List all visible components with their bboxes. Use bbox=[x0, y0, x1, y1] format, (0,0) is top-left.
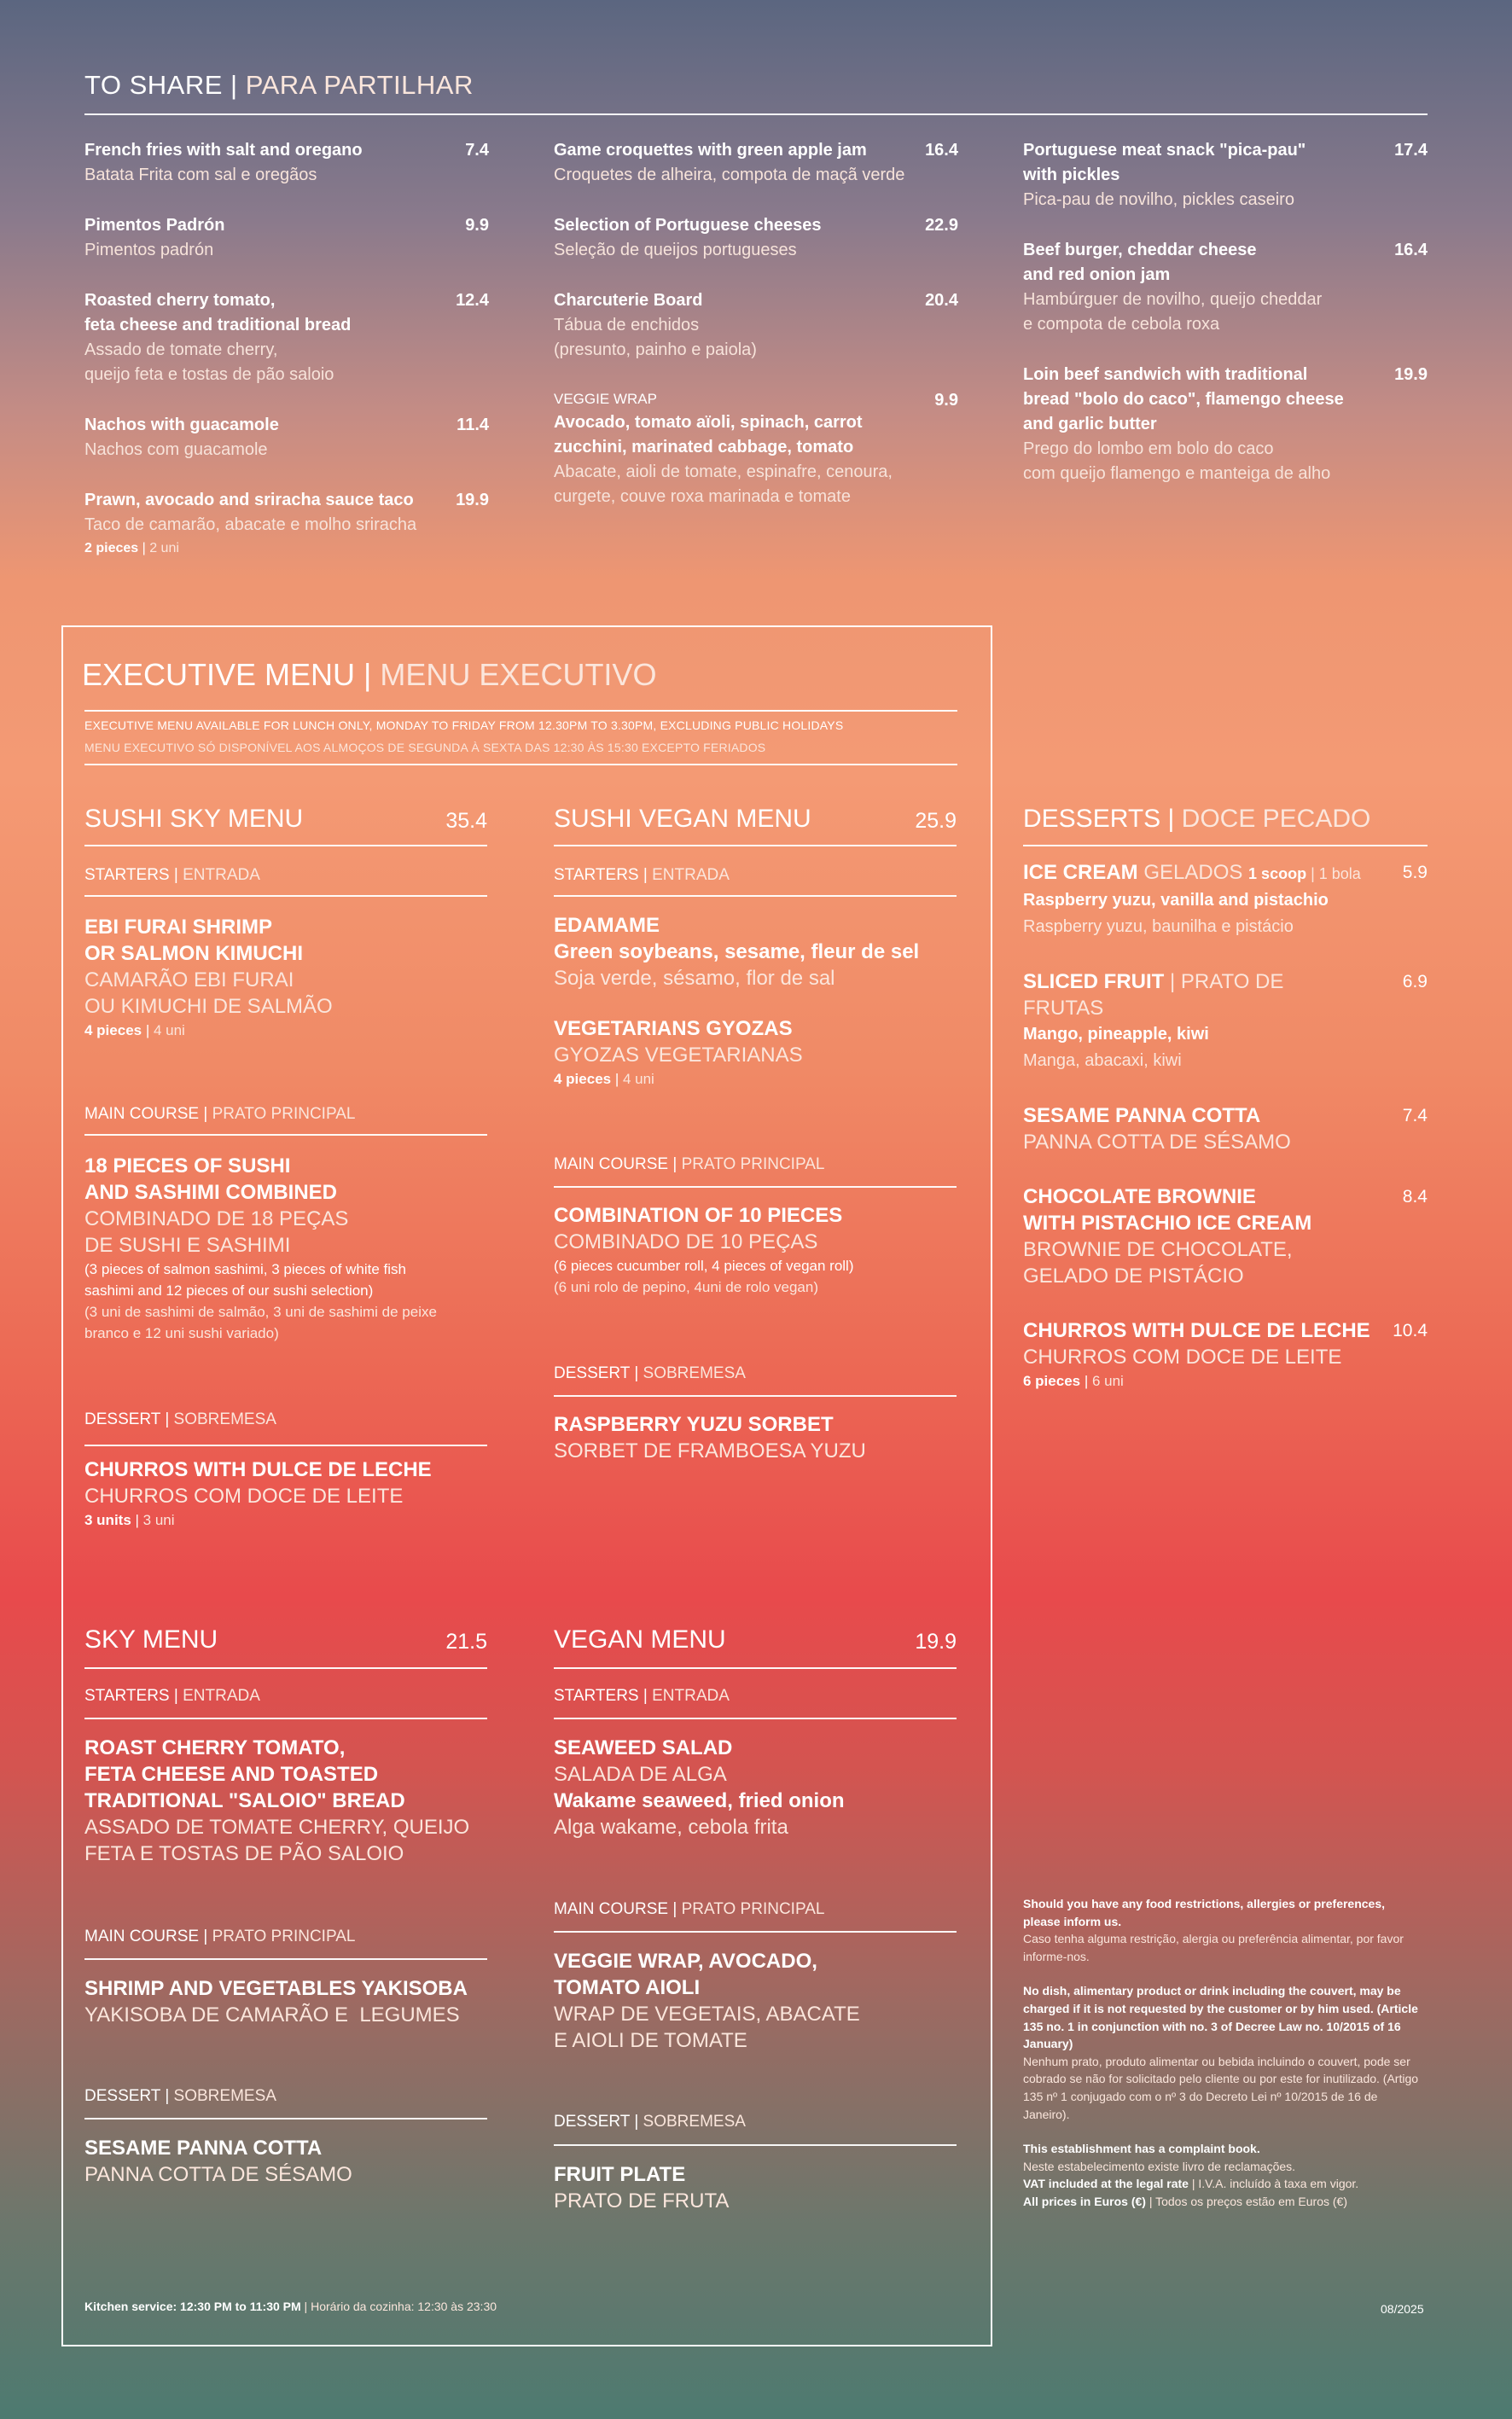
menu-price: 25.9 bbox=[915, 809, 957, 833]
item-price: 6.9 bbox=[1402, 972, 1428, 991]
starter-dish: ROAST CHERRY TOMATO, FETA CHEESE AND TOASTED TRADITIONAL "SALOIO" BREAD ASSADO DE TOMATE CHERRY, QUEIJO FETA E TOSTAS DE PÃO SALOIO bbox=[84, 1736, 470, 1865]
menu-divider bbox=[84, 845, 487, 846]
course-divider bbox=[84, 1958, 487, 1960]
course-divider bbox=[84, 1134, 487, 1136]
item-name: Avocado, tomato aïoli, spinach, carrot zucchini, marinated cabbage, tomato bbox=[554, 413, 863, 456]
sushi-vegan-menu bbox=[554, 802, 957, 1462]
item-name-pt: Nachos com guacamole bbox=[84, 440, 268, 459]
main-dish: SHRIMP AND VEGETABLES YAKISOBA YAKISOBA DE CAMARÃO E LEGUMES bbox=[84, 1977, 468, 2026]
menu-divider bbox=[84, 1667, 487, 1669]
dessert-item: CHURROS WITH DULCE DE LECHE 10.4 CHURROS COM DOCE DE LEITE 6 pieces | 6 uni bbox=[1023, 1317, 1428, 1392]
sky-menu bbox=[84, 1623, 487, 2186]
course-label-dessert: DESSERT | SOBREMESA bbox=[554, 2113, 746, 2131]
item-name-pt: Pica-pau de novilho, pickles caseiro bbox=[1023, 190, 1294, 209]
course-divider bbox=[84, 1445, 487, 1446]
course-label-main: MAIN COURSE | PRATO PRINCIPAL bbox=[554, 1900, 825, 1918]
share-column-2 bbox=[554, 138, 958, 535]
menu-price: 19.9 bbox=[915, 1630, 957, 1654]
dessert-dish: RASPBERRY YUZU SORBET SORBET DE FRAMBOESA YUZU bbox=[554, 1413, 866, 1462]
starter-dish: VEGETARIANS GYOZAS GYOZAS VEGETARIANAS 4 pieces | 4 uni bbox=[554, 1015, 957, 1090]
item-name: French fries with salt and oregano bbox=[84, 141, 363, 160]
menu-price: 21.5 bbox=[445, 1630, 487, 1654]
item-name: Selection of Portuguese cheeses bbox=[554, 216, 822, 235]
item-price: 7.4 bbox=[1402, 1106, 1428, 1125]
dessert-item: CHOCOLATE BROWNIE WITH PISTACHIO ICE CREAM 8.4 BROWNIE DE CHOCOLATE, GELADO DE PISTÁCIO bbox=[1023, 1185, 1428, 1288]
course-divider bbox=[554, 1186, 957, 1188]
item-price: 17.4 bbox=[1394, 141, 1428, 160]
item-price: 10.4 bbox=[1393, 1321, 1428, 1340]
item-price: 11.4 bbox=[457, 416, 489, 434]
main-dish: COMBINATION OF 10 PIECES COMBINADO DE 10 PEÇAS (6 pieces cucumber roll, 4 pieces of vegan roll) (6 uni rolo de pepino, 4uni de rolo vegan) bbox=[554, 1204, 854, 1295]
course-label-starters: STARTERS | ENTRADA bbox=[554, 1687, 730, 1705]
item-name-pt: Prego do lombo em bolo do caco com queijo flamengo e manteiga de alho bbox=[1023, 439, 1331, 483]
item-price: 5.9 bbox=[1402, 863, 1428, 882]
course-label-dessert: DESSERT | SOBREMESA bbox=[84, 2087, 276, 2105]
menu-heading: SUSHI VEGAN MENU 25.9 bbox=[554, 802, 957, 836]
dessert-item: ICE CREAM GELADOS 1 scoop | 1 bola 5.9 Raspberry yuzu, vanilla and pistachio Raspberry yuzu, baunilha e pistácio bbox=[1023, 861, 1428, 936]
kitchen-hours: Kitchen service: 12:30 PM to 11:30 PM | Horário da cozinha: 12:30 às 23:30 bbox=[84, 2300, 497, 2313]
item-price: 7.4 bbox=[465, 141, 489, 160]
course-divider bbox=[554, 1395, 957, 1397]
share-item bbox=[554, 138, 958, 188]
desserts-list bbox=[1023, 859, 1428, 1420]
share-item bbox=[1023, 238, 1428, 337]
item-name: Prawn, avocado and sriracha sauce taco bbox=[84, 491, 414, 509]
course-label-main: MAIN COURSE | PRATO PRINCIPAL bbox=[84, 1105, 356, 1123]
share-column-1 bbox=[84, 138, 489, 585]
item-name-pt: Assado de tomate cherry, queijo feta e tostas de pão saloio bbox=[84, 340, 334, 384]
share-item bbox=[554, 288, 958, 363]
course-divider bbox=[554, 2144, 957, 2146]
dessert-dish: SESAME PANNA COTTA PANNA COTTA DE SÉSAMO bbox=[84, 2137, 352, 2186]
share-item bbox=[1023, 138, 1428, 212]
share-title-en: TO SHARE bbox=[84, 70, 223, 100]
item-name: Pimentos Padrón bbox=[84, 216, 225, 235]
item-price: 16.4 bbox=[1394, 241, 1428, 259]
share-item bbox=[84, 488, 489, 560]
share-section-title bbox=[84, 70, 474, 101]
complaint-notice: This establishment has a complaint book. Neste estabelecimento existe livro de reclamações. VAT included at the legal rate | I.V.A. incluído à taxa em vigor. All prices in Euros (€) | Todos os preços estão em Euros (€) bbox=[1023, 2142, 1359, 2208]
share-item bbox=[84, 288, 489, 387]
allergy-notice: Should you have any food restrictions, allergies or preferences, please inform us. Caso tenha alguma restrição, alergia ou preferência alimentar, por favor informe-nos. bbox=[1023, 1897, 1404, 1963]
desserts-section bbox=[1023, 802, 1428, 1389]
share-title-pt: PARA PARTILHAR bbox=[237, 70, 474, 100]
share-divider bbox=[84, 113, 1428, 115]
item-name-pt: Croquetes de alheira, compota de maçã verde bbox=[554, 166, 905, 184]
item-tag: VEGGIE WRAP bbox=[554, 391, 657, 407]
share-item bbox=[1023, 363, 1428, 486]
course-divider bbox=[554, 1931, 957, 1933]
item-name-pt: Tábua de enchidos (presunto, painho e paiola) bbox=[554, 316, 757, 359]
item-name: Roasted cherry tomato, feta cheese and traditional bread bbox=[84, 291, 352, 334]
item-price: 20.4 bbox=[925, 291, 958, 310]
item-portion: 4 pieces | 4 uni bbox=[554, 1071, 654, 1087]
item-price: 9.9 bbox=[465, 216, 489, 235]
item-name-pt: Taco de camarão, abacate e molho sriracha bbox=[84, 515, 417, 534]
desserts-title: DESSERTS | DOCE PECADO bbox=[1023, 805, 1371, 833]
main-dish: 18 PIECES OF SUSHI AND SASHIMI COMBINED COMBINADO DE 18 PEÇAS DE SUSHI E SASHIMI (3 pieces of salmon sashimi, 3 pieces of white fish sashimi and 12 pieces of our sushi selection) (3 uni de sashimi de salmão, 3 uni de sashimi de peixe branco e 12 uni sushi variado) bbox=[84, 1154, 437, 1341]
share-item bbox=[554, 213, 958, 263]
course-label-dessert: DESSERT | SOBREMESA bbox=[554, 1364, 746, 1382]
course-divider bbox=[84, 895, 487, 897]
item-name: Nachos with guacamole bbox=[84, 416, 279, 434]
executive-divider bbox=[84, 710, 957, 712]
dessert-dish: CHURROS WITH DULCE DE LECHE CHURROS COM DOCE DE LEITE 3 units | 3 uni bbox=[84, 1457, 487, 1531]
executive-menu-title: EXECUTIVE MENU | MENU EXECUTIVO bbox=[82, 657, 657, 692]
course-label-dessert: DESSERT | SOBREMESA bbox=[84, 1410, 276, 1428]
course-divider bbox=[554, 895, 957, 897]
item-name: Game croquettes with green apple jam bbox=[554, 141, 867, 160]
course-label-main: MAIN COURSE | PRATO PRINCIPAL bbox=[84, 1928, 356, 1945]
item-portion: 6 pieces | 6 uni bbox=[1023, 1373, 1124, 1389]
starter-dish: EDAMAME Green soybeans, sesame, fleur de sel Soja verde, sésamo, flor de sal bbox=[554, 914, 920, 990]
legal-notice bbox=[1023, 1895, 1424, 2228]
item-price: 19.9 bbox=[1394, 365, 1428, 384]
sushi-sky-menu bbox=[84, 802, 487, 1528]
menu-heading: SUSHI SKY MENU 35.4 bbox=[84, 802, 487, 836]
share-item bbox=[84, 213, 489, 263]
item-name-pt: Batata Frita com sal e oregãos bbox=[84, 166, 317, 184]
course-label-starters: STARTERS | ENTRADA bbox=[84, 1687, 260, 1705]
item-price: 9.9 bbox=[934, 391, 958, 410]
menu-divider bbox=[554, 845, 957, 846]
item-name-pt: Abacate, aioli de tomate, espinafre, cenoura, curgete, couve roxa marinada e tomate bbox=[554, 462, 893, 506]
item-price: 16.4 bbox=[925, 141, 958, 160]
share-item bbox=[84, 138, 489, 188]
course-label-starters: STARTERS | ENTRADA bbox=[554, 866, 730, 884]
share-item bbox=[554, 388, 958, 509]
item-name: Portuguese meat snack "pica-pau" with pickles bbox=[1023, 141, 1306, 184]
executive-divider bbox=[84, 764, 957, 765]
menu-divider bbox=[554, 1667, 957, 1669]
item-name: Loin beef sandwich with traditional bread "bolo do caco", flamengo cheese and garlic butter bbox=[1023, 365, 1344, 433]
menu-price: 35.4 bbox=[445, 809, 487, 833]
dessert-item: SESAME PANNA COTTA 7.4 PANNA COTTA DE SÉSAMO bbox=[1023, 1104, 1428, 1154]
share-item bbox=[84, 413, 489, 462]
executive-note-en: EXECUTIVE MENU AVAILABLE FOR LUNCH ONLY, MONDAY TO FRIDAY FROM 12.30PM TO 3.30PM, EXCLUDING PUBLIC HOLIDAYS bbox=[84, 718, 844, 732]
desserts-divider bbox=[1023, 845, 1428, 846]
dessert-dish: FRUIT PLATE PRATO DE FRUTA bbox=[554, 2163, 730, 2213]
course-label-main: MAIN COURSE | PRATO PRINCIPAL bbox=[554, 1155, 825, 1173]
item-portion: 3 units | 3 uni bbox=[84, 1512, 175, 1528]
couvert-notice: No dish, alimentary product or drink including the couvert, may be charged if it is not requested by the customer or by him used. (Article 135 no. 1 in conjunction with no. 3 of Decree Law no. 10/2015 of 16 January) Nenhum prato, produto alimentar ou bebida incluindo o couvert, pode ser cobrado se não for solicitado pelo cliente ou por este for inutilizado. (Artigo 135 nº 1 conjugado com o nº 3 do Decreto Lei nº 10/2015 de 16 de Janeiro). bbox=[1023, 1984, 1419, 2121]
starter-dish: SEAWEED SALAD SALADA DE ALGA Wakame seaweed, fried onion Alga wakame, cebola frita bbox=[554, 1736, 845, 1839]
course-label-starters: STARTERS | ENTRADA bbox=[84, 866, 260, 884]
executive-note-pt: MENU EXECUTIVO SÓ DISPONÍVEL AOS ALMOÇOS DE SEGUNDA À SEXTA DAS 12:30 ÀS 15:30 EXCEPTO FERIADOS bbox=[84, 741, 766, 754]
vegan-menu bbox=[554, 1623, 957, 2213]
item-price: 22.9 bbox=[925, 216, 958, 235]
starter-dish: EBI FURAI SHRIMP OR SALMON KIMUCHI CAMARÃO EBI FURAI OU KIMUCHI DE SALMÃO 4 pieces | 4 uni bbox=[84, 914, 487, 1041]
course-divider bbox=[84, 1718, 487, 1719]
item-portion: 2 pieces | 2 uni bbox=[84, 541, 179, 555]
dessert-item: SLICED FRUIT | PRATO DE FRUTAS 6.9 Mango, pineapple, kiwi Manga, abacaxi, kiwi bbox=[1023, 970, 1428, 1070]
item-name-pt: Hambúrguer de novilho, queijo cheddar e compota de cebola roxa bbox=[1023, 290, 1323, 334]
item-name: Beef burger, cheddar cheese and red onion jam bbox=[1023, 241, 1257, 284]
menu-heading: VEGAN MENU 19.9 bbox=[554, 1623, 957, 1657]
title-separator: | bbox=[222, 70, 238, 100]
main-dish: VEGGIE WRAP, AVOCADO, TOMATO AIOLI WRAP DE VEGETAIS, ABACATE E AIOLI DE TOMATE bbox=[554, 1950, 860, 2052]
item-price: 8.4 bbox=[1402, 1187, 1428, 1207]
menu-date: 08/2025 bbox=[1381, 2302, 1424, 2316]
item-price: 12.4 bbox=[456, 291, 489, 310]
item-portion: 4 pieces | 4 uni bbox=[84, 1022, 185, 1038]
item-name-pt: Pimentos padrón bbox=[84, 241, 214, 259]
item-name-pt: Seleção de queijos portugueses bbox=[554, 241, 797, 259]
course-divider bbox=[554, 1718, 957, 1719]
item-name: Charcuterie Board bbox=[554, 291, 703, 310]
item-price: 19.9 bbox=[456, 491, 489, 509]
share-column-3 bbox=[1023, 138, 1428, 512]
menu-heading: SKY MENU 21.5 bbox=[84, 1623, 487, 1657]
course-divider bbox=[84, 2118, 487, 2120]
